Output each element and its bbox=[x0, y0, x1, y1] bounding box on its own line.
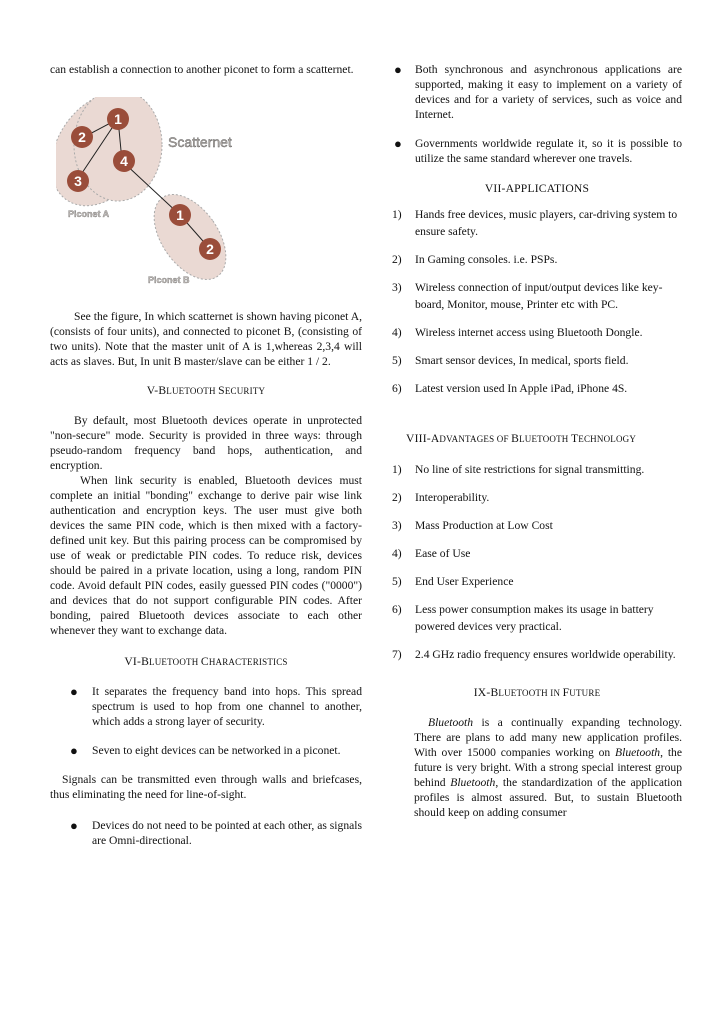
list-item bbox=[392, 461, 682, 478]
bullet-text: It separates the frequency band into hops. This spread spectrum is used to hop from one channel to another, which adds a strong layer of security. bbox=[92, 685, 362, 728]
intro-text: can establish a connection to another piconet to form a scatternet. bbox=[50, 63, 354, 76]
scatternet-figure bbox=[56, 97, 296, 293]
list-text: Hands free devices, music players, car-driving system to ensure safety. bbox=[415, 208, 678, 238]
list-number: 1) bbox=[392, 463, 402, 476]
future-italic-3: Bluetooth bbox=[450, 776, 496, 789]
list-text: Wireless connection of input/output devices like key-board, Monitor, mouse, Printer etc with PC. bbox=[415, 281, 663, 311]
sec8-num: VIII- bbox=[406, 432, 431, 445]
list-text: Latest version used In Apple iPad, iPhone 4S. bbox=[415, 382, 628, 395]
list-number: 2) bbox=[392, 253, 402, 266]
list-number: 6) bbox=[392, 382, 402, 395]
sec8-cap-b: B bbox=[511, 432, 520, 445]
section-9-heading bbox=[392, 685, 682, 701]
future-text-3: , the standardization of the application profiles is almost assured. But, to sustain Bluetooth should keep on adding consumer bbox=[414, 776, 682, 819]
list-text: In Gaming consoles. i.e. PSPs. bbox=[415, 253, 558, 266]
list-item bbox=[392, 380, 682, 397]
sec8-smallcaps-3: ECHNOLOGY bbox=[578, 434, 637, 444]
future-italic-2: Bluetooth bbox=[615, 746, 661, 759]
node-a2-label: 2 bbox=[78, 129, 86, 145]
signals-text: Signals can be transmitted even through walls and briefcases, thus eliminating the need for line-of-sight. bbox=[50, 773, 362, 801]
node-b1-label: 1 bbox=[176, 207, 184, 223]
piconet-b-label: Piconet B bbox=[148, 275, 190, 285]
sec5-smallcaps-1: LUETOOTH bbox=[166, 386, 219, 396]
section-8-heading bbox=[392, 431, 682, 447]
sec5-smallcaps-2: ECURITY bbox=[224, 386, 266, 396]
bullet-icon: ● bbox=[394, 62, 402, 77]
list-item bbox=[50, 684, 362, 729]
list-number: 3) bbox=[392, 281, 402, 294]
list-item bbox=[50, 818, 362, 848]
list-item bbox=[392, 136, 682, 166]
list-text: Ease of Use bbox=[415, 547, 471, 560]
sec8-smallcaps-2: LUETOOTH bbox=[519, 434, 571, 444]
bullet-text: Both synchronous and asynchronous applications are supported, making it easy to implement on a variety of devices and for a variety of services, such as voice and Internet. bbox=[415, 63, 682, 121]
list-item bbox=[392, 601, 682, 635]
future-paragraph bbox=[392, 715, 682, 820]
characteristics-list-2 bbox=[50, 743, 362, 758]
list-text: 2.4 GHz radio frequency ensures worldwide operability. bbox=[415, 648, 676, 661]
future-italic-1: Bluetooth bbox=[428, 716, 474, 729]
bullet-text: Devices do not need to be pointed at each other, as signals are Omni-directional. bbox=[92, 819, 362, 847]
list-number: 3) bbox=[392, 519, 402, 532]
list-text: Less power consumption makes its usage in battery powered devices very practical. bbox=[415, 603, 654, 633]
future-text-1: is a continually expanding technology. There are plans to add many new application profiles. With over 15000 companies working on bbox=[414, 716, 682, 759]
security-para-1: By default, most Bluetooth devices operate in unprotected "non-secure" mode. Security is provided in three ways: through pseudo-random frequency band hops, authentication, and encryption. bbox=[50, 414, 362, 472]
sec5-num: V- bbox=[146, 384, 159, 397]
bullet-icon: ● bbox=[70, 818, 78, 833]
node-b2-label: 2 bbox=[206, 241, 214, 257]
characteristics-list-right-1 bbox=[392, 62, 682, 122]
list-number: 4) bbox=[392, 547, 402, 560]
bullet-text: Seven to eight devices can be networked in a piconet. bbox=[92, 744, 341, 757]
figure-caption: See the figure, In which scatternet is shown having piconet A, (consists of four units), and connected to piconet B, (consisting of two units). Note that the master unit of A is 1,whereas 2,3,4 will acts as slaves. But, In unit B master/slave can be either 1 / 2. bbox=[50, 310, 362, 368]
list-item bbox=[392, 489, 682, 506]
scatternet-diagram bbox=[56, 97, 296, 293]
bullet-text: Governments worldwide regulate it, so it is possible to utilize the same standard wherever one travels. bbox=[415, 137, 682, 165]
sec6-smallcaps-2: HARACTERISTICS bbox=[208, 657, 288, 667]
sec9-num: IX- bbox=[473, 686, 491, 699]
list-number: 6) bbox=[392, 603, 402, 616]
list-text: End User Experience bbox=[415, 575, 514, 588]
list-item bbox=[392, 646, 682, 663]
section-7-heading: VII-APPLICATIONS bbox=[484, 182, 590, 195]
list-item bbox=[50, 743, 362, 758]
list-text: Wireless internet access using Bluetooth Dongle. bbox=[415, 326, 643, 339]
sec9-smallcaps-1: LUETOOTH IN bbox=[498, 688, 563, 698]
list-item bbox=[392, 545, 682, 562]
node-a1-label: 1 bbox=[114, 111, 122, 127]
sec9-smallcaps-2: UTURE bbox=[569, 688, 601, 698]
node-a4-label: 4 bbox=[120, 153, 128, 169]
list-item bbox=[392, 352, 682, 369]
section-5-heading bbox=[50, 383, 362, 399]
sec8-cap-t: T bbox=[570, 432, 579, 445]
list-number: 5) bbox=[392, 575, 402, 588]
list-number: 1) bbox=[392, 208, 402, 221]
list-number: 7) bbox=[392, 648, 402, 661]
list-number: 5) bbox=[392, 354, 402, 367]
security-para-2: When link security is enabled, Bluetooth devices must complete an initial "bonding" exchange to derive pair wise link authentication and encryption keys. The user must give both devices the same PIN code, which is then mixed with a factory-defined unit key. But this pairing process can be compromised by use of weak or predictable PIN codes. To reduce risk, devices should be paired in a private location, using a long, random PIN code. Avoid default PIN codes, easily guessed PIN codes ("0000") and devices that do not support configurable PIN codes. After bonding, paired Bluetooth devices associate to each other whenever they want to exchange data. bbox=[50, 474, 362, 637]
advantages-list bbox=[392, 461, 682, 663]
section-6-heading bbox=[50, 654, 362, 670]
list-item bbox=[392, 62, 682, 122]
characteristics-list-3 bbox=[50, 818, 362, 848]
left-column bbox=[50, 62, 362, 848]
piconet-a-label: Piconet A bbox=[68, 209, 110, 219]
list-item bbox=[392, 251, 682, 268]
right-column bbox=[392, 62, 682, 820]
node-a3-label: 3 bbox=[74, 173, 82, 189]
applications-list bbox=[392, 206, 682, 397]
sec5-cap-b: B bbox=[158, 384, 167, 397]
sec9-cap-f: F bbox=[562, 686, 570, 699]
list-item bbox=[392, 517, 682, 534]
list-text: Interoperability. bbox=[415, 491, 490, 504]
future-text-2: , the future is very bright. With a strong special interest group behind bbox=[414, 746, 682, 789]
list-item bbox=[392, 206, 682, 240]
list-item bbox=[392, 324, 682, 341]
sec6-cap-b: B bbox=[141, 655, 149, 668]
characteristics-list-1 bbox=[50, 684, 362, 729]
bullet-icon: ● bbox=[394, 136, 402, 151]
list-number: 2) bbox=[392, 491, 402, 504]
list-item bbox=[392, 573, 682, 590]
sec5-cap-s: S bbox=[218, 384, 225, 397]
sec8-cap-a: A bbox=[430, 432, 440, 445]
list-number: 4) bbox=[392, 326, 402, 339]
list-item bbox=[392, 279, 682, 313]
list-text: Mass Production at Low Cost bbox=[415, 519, 553, 532]
bullet-icon: ● bbox=[70, 684, 78, 699]
sec6-cap-c: C bbox=[200, 655, 209, 668]
list-text: Smart sensor devices, In medical, sports field. bbox=[415, 354, 629, 367]
list-text: No line of site restrictions for signal transmitting. bbox=[415, 463, 645, 476]
bullet-icon: ● bbox=[70, 743, 78, 758]
characteristics-list-right-2 bbox=[392, 136, 682, 166]
scatternet-label: Scatternet bbox=[168, 134, 232, 150]
sec9-cap-b: B bbox=[490, 686, 499, 699]
sec6-num: VI- bbox=[124, 655, 142, 668]
sec6-smallcaps-1: LUETOOTH bbox=[149, 657, 201, 667]
sec8-smallcaps-1: DVANTAGES OF bbox=[439, 434, 512, 444]
